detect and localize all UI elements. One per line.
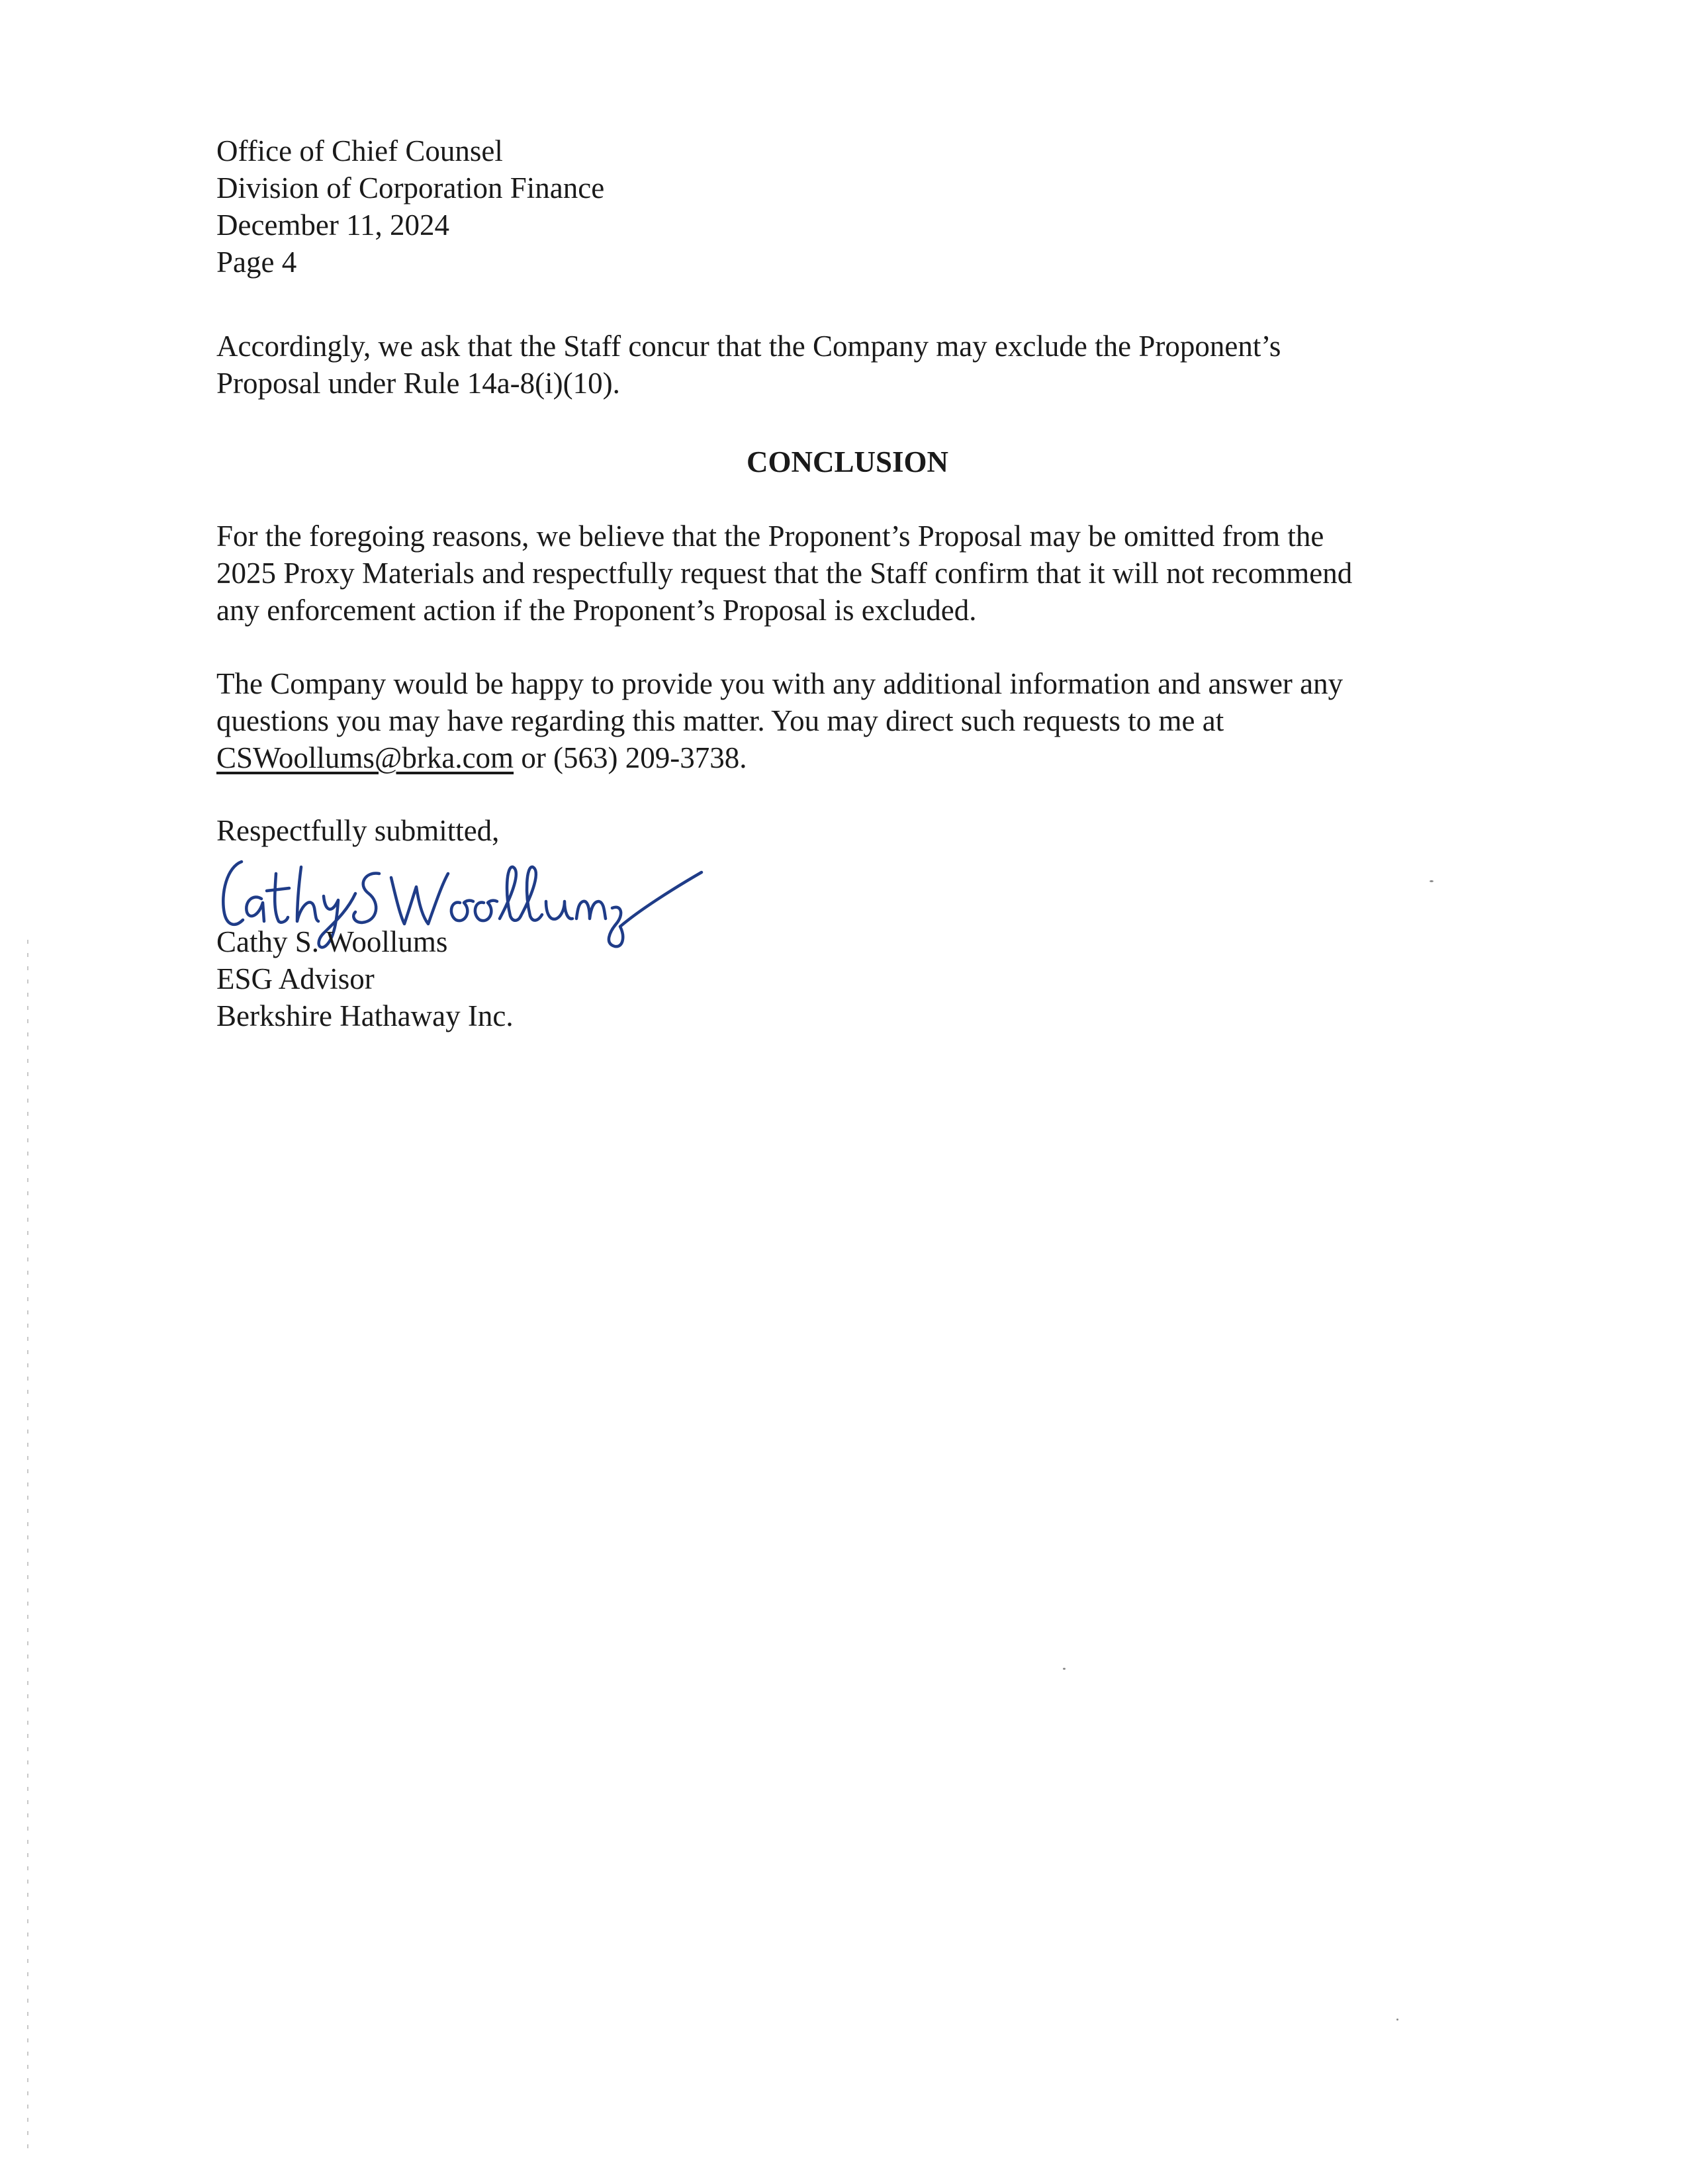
signatory-company: Berkshire Hathaway Inc.	[216, 999, 514, 1032]
paragraph-line: Accordingly, we ask that the Staff concur that the Company may exclude the Proponent’s	[216, 330, 1281, 363]
closing-salutation	[216, 812, 499, 849]
scan-edge-artifact	[26, 940, 29, 2158]
header-date: December 11, 2024	[216, 208, 449, 242]
conclusion-heading-text: CONCLUSION	[746, 445, 949, 478]
scan-speck	[1430, 880, 1434, 882]
paragraph-accordingly	[216, 328, 1461, 402]
header-office: Office of Chief Counsel	[216, 134, 503, 167]
paragraph-line: The Company would be happy to provide you with any additional information and answer any	[216, 667, 1343, 700]
email-link[interactable]: CSWoollums@brka.com	[216, 741, 514, 774]
letter-header	[216, 132, 604, 281]
paragraph-line: questions you may have regarding this matter. You may direct such requests to me at	[216, 704, 1224, 737]
paragraph-line-contact	[216, 739, 1474, 776]
phone-text: or (563) 209-3738.	[514, 741, 747, 774]
conclusion-heading	[0, 443, 1685, 480]
paragraph-line: 2025 Proxy Materials and respectfully request that the Staff confirm that it will not recommend	[216, 557, 1353, 590]
paragraph-line: For the foregoing reasons, we believe that the Proponent’s Proposal may be omitted from the	[216, 520, 1324, 553]
header-division: Division of Corporation Finance	[216, 171, 605, 205]
header-page-number: Page 4	[216, 246, 297, 279]
closing-text: Respectfully submitted,	[216, 814, 500, 847]
signatory-block	[216, 923, 514, 1034]
scan-speck	[1396, 2019, 1398, 2021]
signatory-title: ESG Advisor	[216, 962, 375, 995]
scan-speck	[1063, 1668, 1066, 1670]
paragraph-foregoing-reasons	[216, 518, 1474, 629]
paragraph-line: Proposal under Rule 14a-8(i)(10).	[216, 367, 620, 400]
signatory-name: Cathy S. Woollums	[216, 925, 448, 958]
paragraph-contact	[216, 665, 1474, 776]
paragraph-line: any enforcement action if the Proponent’s Proposal is excluded.	[216, 594, 977, 627]
